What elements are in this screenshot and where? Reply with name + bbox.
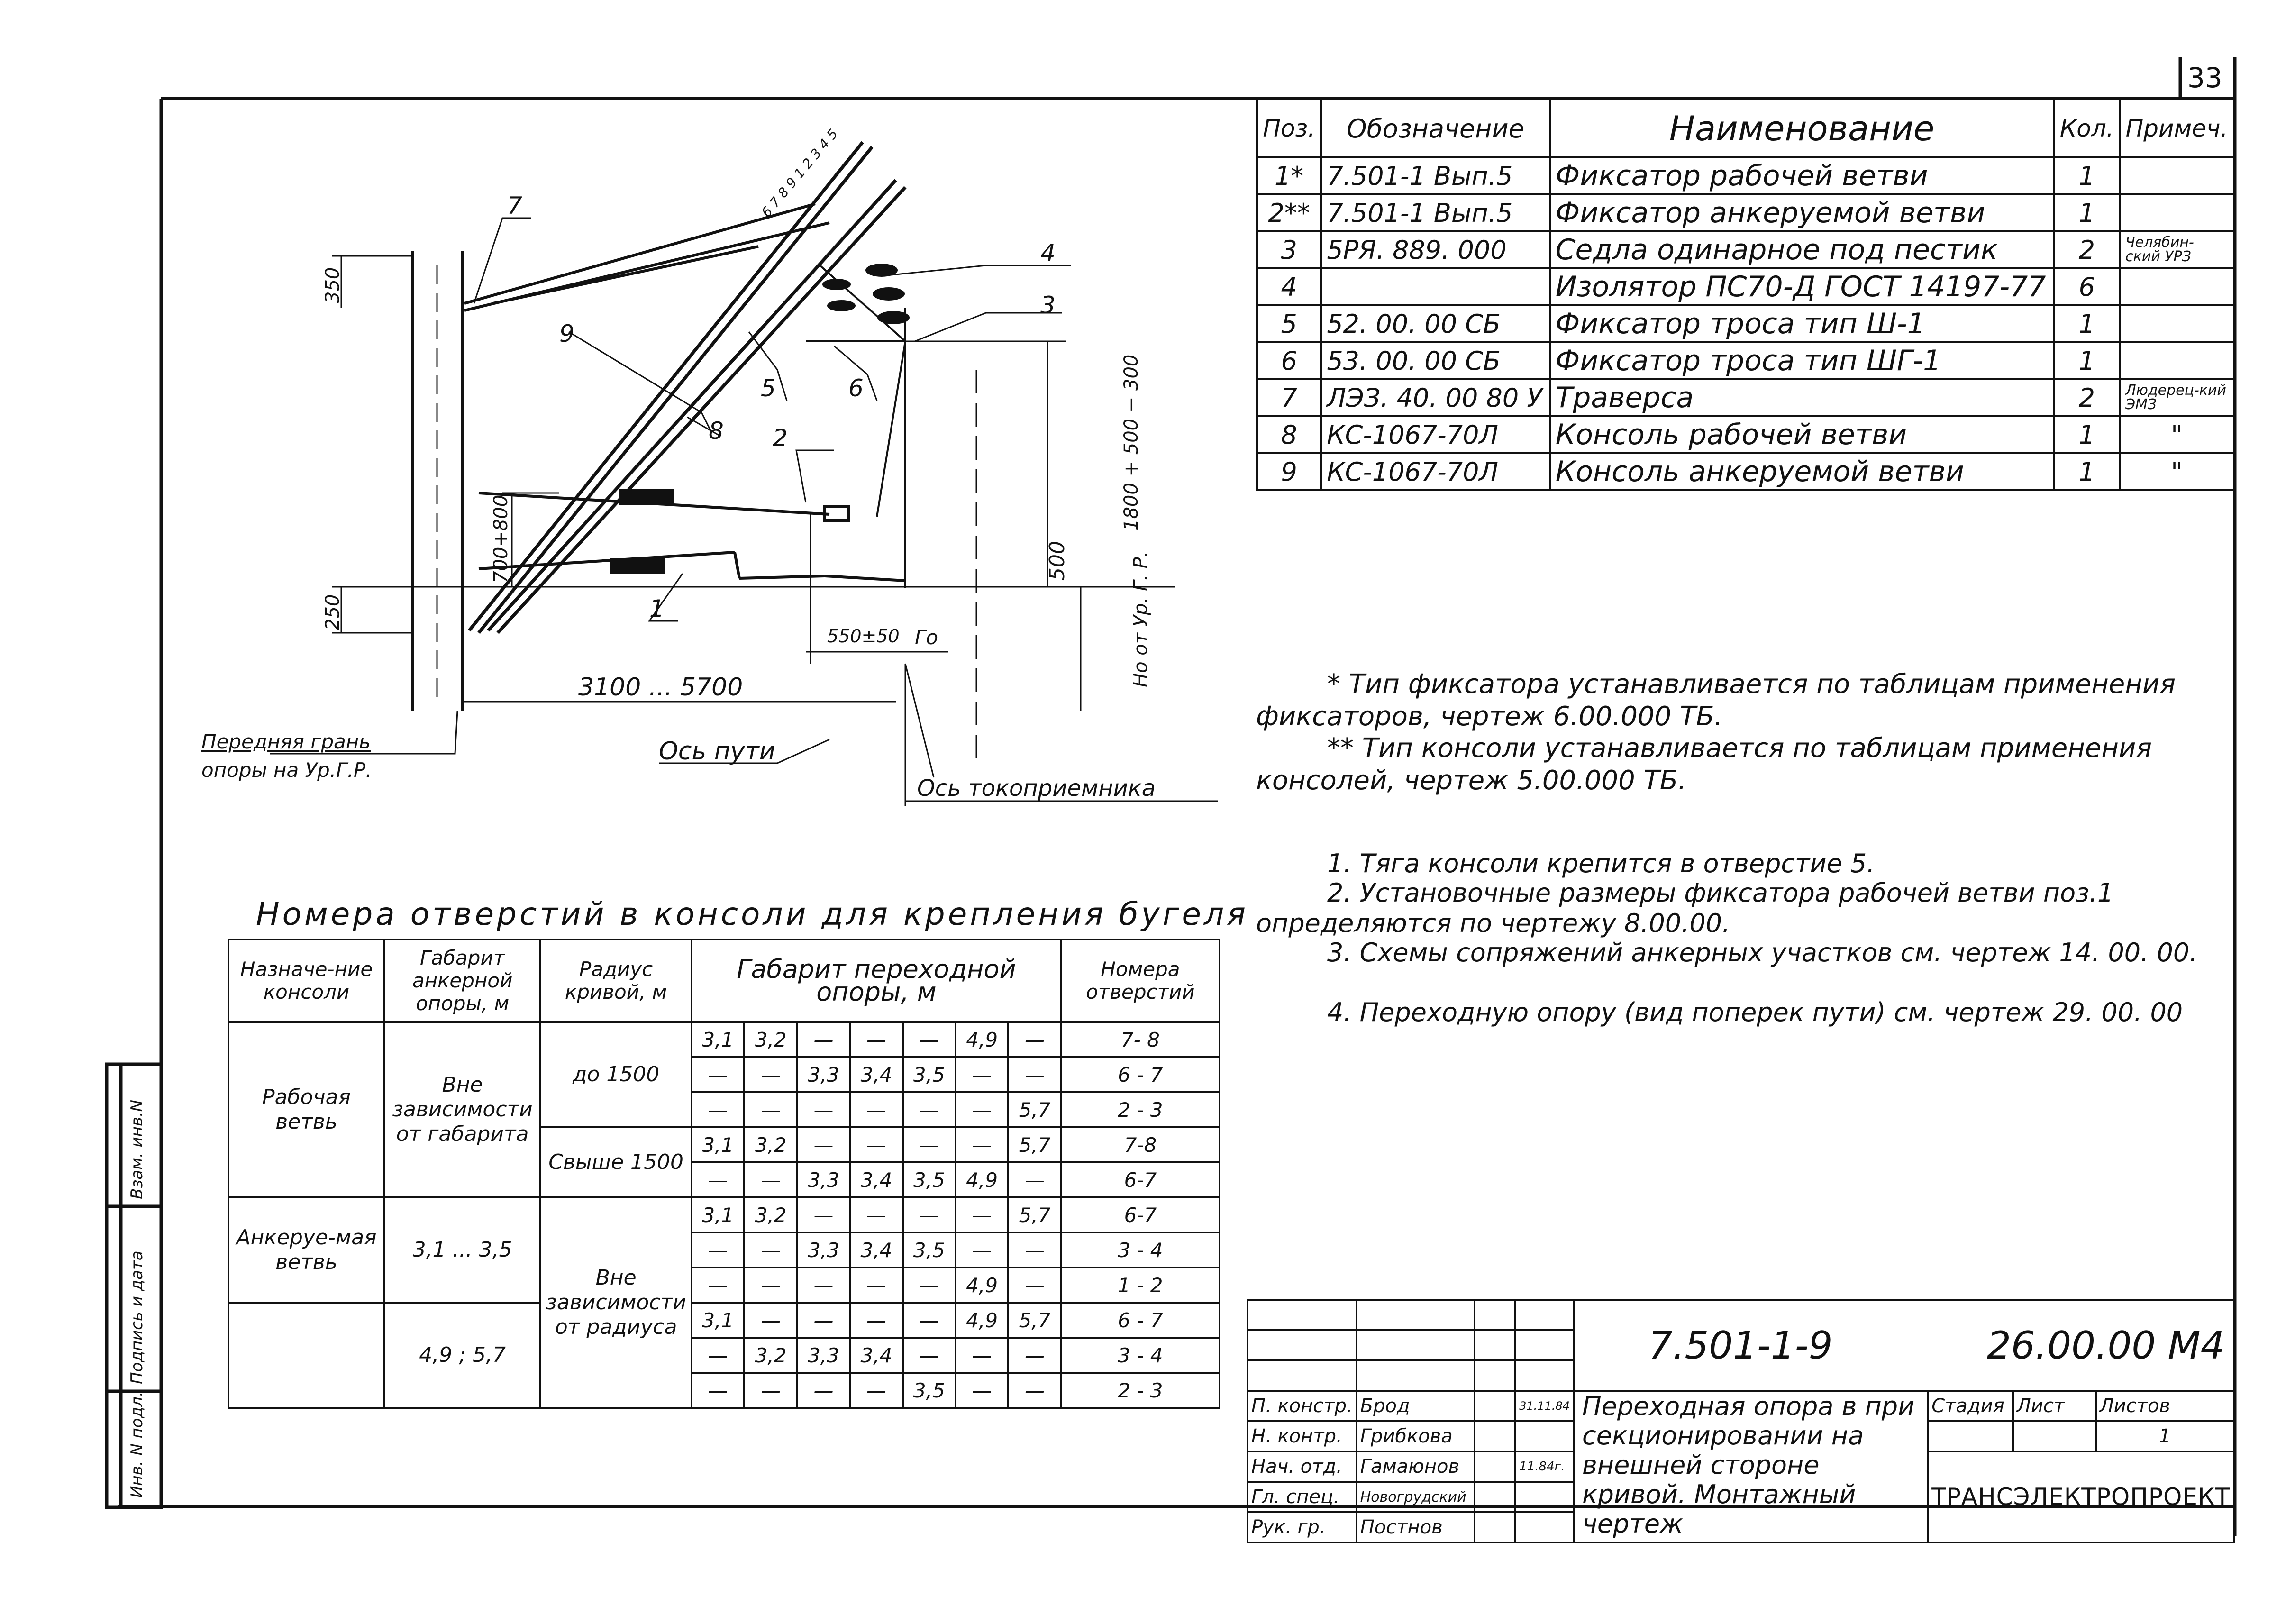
- transition-gauge-cell: —: [692, 1232, 744, 1268]
- holes-number: 2 - 3: [1061, 1092, 1220, 1127]
- transition-gauge-cell: —: [903, 1022, 956, 1057]
- spec-row: [1257, 157, 2234, 194]
- caption-pantograph-axis: Ось токоприемника: [917, 775, 1156, 802]
- transition-gauge-cell: 3,1: [692, 1022, 744, 1057]
- title-block-codes: [1574, 1300, 2234, 1391]
- spec-col-pos: Поз.: [1257, 100, 1321, 157]
- role-3: Гл. спец.: [1248, 1482, 1357, 1512]
- consoles-8-9: [469, 142, 905, 633]
- spec-row: [1257, 231, 2234, 268]
- spec-name: Консоль рабочей ветви: [1550, 416, 2054, 453]
- transition-gauge-cell: —: [903, 1127, 956, 1162]
- spec-qty: 1: [2054, 194, 2120, 231]
- side-stamp-texts: [128, 1100, 146, 1498]
- spec-qty: 2: [2054, 379, 2120, 416]
- organization: ТРАНСЭЛЕКТРОПРОЕКТ: [1928, 1451, 2234, 1542]
- holes-anchor-gauge: 3,1 ... 3,5: [384, 1197, 540, 1303]
- spec-note: ": [2120, 416, 2234, 453]
- transition-gauge-cell: —: [956, 1232, 1008, 1268]
- transition-gauge-cell: 3,4: [850, 1057, 902, 1092]
- page-number: 33: [2187, 62, 2222, 94]
- transition-gauge-cell: 3,1: [692, 1197, 744, 1232]
- role-2: Нач. отд.: [1248, 1451, 1357, 1482]
- spec-name: Консоль анкеруемой ветви: [1550, 453, 2054, 490]
- spec-pos: 6: [1257, 342, 1321, 379]
- transition-gauge-cell: 3,4: [850, 1162, 902, 1197]
- spec-note: Людерец-кий ЭМЗ: [2120, 379, 2234, 416]
- spec-qty: 1: [2054, 416, 2120, 453]
- spec-designation: 53. 00. 00 СБ: [1321, 342, 1549, 379]
- sheet-code: 26.00.00 М4: [1987, 1323, 2225, 1368]
- dim-550: 550±50: [827, 626, 900, 647]
- holes-row: [228, 1197, 1220, 1232]
- spec-designation: 52. 00. 00 СБ: [1321, 305, 1549, 342]
- date-2: 11.84г.: [1515, 1451, 1574, 1482]
- transition-gauge-cell: —: [797, 1092, 850, 1127]
- holes-number: 2 - 3: [1061, 1373, 1220, 1408]
- side-stamp-sign: Подпись и дата: [128, 1250, 146, 1384]
- label-2: 2: [773, 424, 788, 452]
- sheet-label: Лист: [2013, 1391, 2096, 1421]
- note-4: 4. Переходную опору (вид поперек пути) см. чертеж 29. 00. 00: [1327, 997, 2183, 1027]
- holes-number: 6-7: [1061, 1197, 1220, 1232]
- holes-number: 7-8: [1061, 1127, 1220, 1162]
- date-0: 31.11.84: [1515, 1391, 1574, 1421]
- traverse-7: [464, 204, 829, 310]
- transition-gauge-cell: —: [744, 1232, 797, 1268]
- transition-gauge-cell: —: [1008, 1162, 1061, 1197]
- dim-1800: 1800 + 500 − 300: [1120, 354, 1142, 531]
- transition-gauge-cell: 4,9: [956, 1162, 1008, 1197]
- transition-gauge-cell: —: [744, 1373, 797, 1408]
- transition-gauge-cell: —: [797, 1197, 850, 1232]
- transition-gauge-cell: 3,5: [903, 1162, 956, 1197]
- holes-number: 3 - 4: [1061, 1338, 1220, 1373]
- transition-gauge-cell: —: [850, 1022, 902, 1057]
- spec-row: [1257, 342, 2234, 379]
- holes-purpose: Анкеруе-мая ветвь: [228, 1197, 384, 1303]
- name-2: Гамаюнов: [1357, 1451, 1475, 1482]
- side-stamp-inv: Инв. N подл.: [128, 1391, 146, 1498]
- transition-gauge-cell: —: [903, 1303, 956, 1338]
- transition-gauge-cell: —: [903, 1197, 956, 1232]
- transition-gauge-cell: 3,2: [744, 1197, 797, 1232]
- transition-gauge-cell: —: [692, 1268, 744, 1303]
- spec-name: Фиксатор троса тип ШГ-1: [1550, 342, 2054, 379]
- dim-700: 700+800: [490, 494, 512, 583]
- transition-gauge-cell: —: [692, 1373, 744, 1408]
- spec-qty: 1: [2054, 305, 2120, 342]
- footnote-2: ** Тип консоли устанавливается по таблицам применения консолей, чертеж 5.00.000 ТБ.: [1256, 733, 2152, 796]
- transition-gauge-cell: 5,7: [1008, 1303, 1061, 1338]
- spec-name: Фиксатор анкеруемой ветви: [1550, 194, 2054, 231]
- dim-250: 250: [322, 594, 344, 630]
- label-5: 5: [761, 374, 776, 402]
- transition-gauge-cell: —: [850, 1373, 902, 1408]
- pole: [412, 251, 462, 711]
- transition-gauge-cell: 3,3: [797, 1338, 850, 1373]
- holes-col-anchor-gauge: Габарит анкерной опоры, м: [384, 940, 540, 1022]
- holes-col-holes: Номера отверстий: [1061, 940, 1220, 1022]
- spec-name: Фиксатор рабочей ветви: [1550, 157, 2054, 194]
- dim-h0: Но от Ур. Г. Р.: [1130, 551, 1152, 687]
- role-0: П. констр.: [1248, 1391, 1357, 1421]
- note-2: 2. Установочные размеры фиксатора рабочей ветви поз.1 определяются по чертежу 8.00.00.: [1256, 878, 2114, 938]
- drawing-title: Переходная опора в при секционировании на внешней стороне кривой. Монтажный чертеж: [1574, 1391, 1928, 1542]
- transition-gauge-cell: 3,1: [692, 1303, 744, 1338]
- transition-gauge-cell: —: [850, 1092, 902, 1127]
- holes-radius: Вне зависимости от радиуса: [540, 1197, 692, 1408]
- transition-gauge-cell: —: [903, 1338, 956, 1373]
- spec-qty: 1: [2054, 157, 2120, 194]
- transition-gauge-cell: —: [850, 1127, 902, 1162]
- label-4: 4: [1040, 239, 1056, 267]
- label-6: 6: [848, 374, 864, 402]
- footnote-1: * Тип фиксатора устанавливается по таблицам применения фиксаторов, чертеж 6.00.000 ТБ.: [1256, 669, 2176, 732]
- transition-gauge-cell: 4,9: [956, 1303, 1008, 1338]
- transition-gauge-cell: —: [797, 1127, 850, 1162]
- dim-500: 500: [1045, 541, 1069, 581]
- transition-gauge-cell: —: [797, 1022, 850, 1057]
- spec-name: Изолятор ПС70-Д ГОСТ 14197-77: [1550, 268, 2054, 305]
- transition-gauge-cell: —: [956, 1197, 1008, 1232]
- transition-gauge-cell: —: [956, 1092, 1008, 1127]
- transition-gauge-cell: —: [1008, 1373, 1061, 1408]
- spec-name: Траверса: [1550, 379, 2054, 416]
- transition-gauge-cell: —: [744, 1092, 797, 1127]
- transition-gauge-cell: —: [744, 1162, 797, 1197]
- transition-gauge-cell: 5,7: [1008, 1197, 1061, 1232]
- holes-col-transition-gauge: Габарит переходной опоры, м: [692, 940, 1061, 1022]
- transition-gauge-cell: —: [903, 1268, 956, 1303]
- caption-front-face-2: опоры на Ур.Г.Р.: [201, 758, 372, 782]
- transition-gauge-cell: —: [956, 1057, 1008, 1092]
- transition-gauge-cell: —: [1008, 1057, 1061, 1092]
- holes-number: 7- 8: [1061, 1022, 1220, 1057]
- transition-gauge-cell: 3,5: [903, 1232, 956, 1268]
- holes-anchor-gauge: Вне зависимости от габарита: [384, 1022, 540, 1197]
- label-3: 3: [1040, 292, 1056, 319]
- dim-g0: Го: [915, 626, 938, 649]
- spec-row: [1257, 194, 2234, 231]
- transition-gauge-cell: —: [744, 1057, 797, 1092]
- transition-gauge-cell: 3,2: [744, 1127, 797, 1162]
- spec-note: [2120, 305, 2234, 342]
- side-stamp-replace: Взам. инв.N: [128, 1099, 146, 1199]
- holes-purpose-empty: [228, 1303, 384, 1408]
- transition-gauge-cell: —: [692, 1057, 744, 1092]
- spec-pos: 5: [1257, 305, 1321, 342]
- note-3: 3. Схемы сопряжений анкерных участков см. чертеж 14. 00. 00.: [1327, 938, 2198, 967]
- transition-gauge-cell: 3,4: [850, 1338, 902, 1373]
- holes-number: 6 - 7: [1061, 1303, 1220, 1338]
- sheets-value: 1: [2096, 1421, 2234, 1451]
- transition-gauge-cell: —: [956, 1338, 1008, 1373]
- spec-note: [2120, 342, 2234, 379]
- spec-designation: 7.501-1 Вып.5: [1321, 194, 1549, 231]
- transition-gauge-cell: —: [744, 1303, 797, 1338]
- spec-qty: 2: [2054, 231, 2120, 268]
- transition-gauge-cell: 3,5: [903, 1373, 956, 1408]
- label-1: 1: [649, 595, 665, 622]
- transition-gauge-cell: —: [692, 1338, 744, 1373]
- holes-number: 3 - 4: [1061, 1232, 1220, 1268]
- caption-track-axis: Ось пути: [659, 737, 775, 766]
- transition-gauge-cell: 4,9: [956, 1268, 1008, 1303]
- transition-gauge-cell: —: [1008, 1338, 1061, 1373]
- spec-header-row: [1257, 100, 2234, 157]
- transition-gauge-cell: —: [903, 1092, 956, 1127]
- wire-marks: 6 7 8 9 1 2 3 4 5: [758, 126, 841, 220]
- transition-gauge-cell: 3,3: [797, 1162, 850, 1197]
- transition-gauge-cell: 3,2: [744, 1022, 797, 1057]
- spec-designation: ЛЭЗ. 40. 00 80 У: [1321, 379, 1549, 416]
- transition-gauge-cell: 3,2: [744, 1338, 797, 1373]
- spec-note: ": [2120, 453, 2234, 490]
- transition-gauge-cell: —: [850, 1197, 902, 1232]
- dim-span: 3100 ... 5700: [578, 673, 743, 702]
- spec-qty: 1: [2054, 453, 2120, 490]
- caption-front-face: Передняя грань: [201, 730, 371, 753]
- transition-gauge-cell: 3,3: [797, 1232, 850, 1268]
- transition-gauge-cell: 3,5: [903, 1057, 956, 1092]
- transition-gauge-cell: 3,4: [850, 1232, 902, 1268]
- spec-row: [1257, 416, 2234, 453]
- transition-gauge-cell: —: [797, 1373, 850, 1408]
- label-9: 9: [559, 320, 574, 347]
- transition-gauge-cell: —: [956, 1127, 1008, 1162]
- dim-350: 350: [322, 267, 344, 303]
- holes-row: [228, 1022, 1220, 1057]
- code: 7.501-1-9: [1648, 1323, 1833, 1368]
- spec-row: [1257, 268, 2234, 305]
- holes-number: 1 - 2: [1061, 1268, 1220, 1303]
- spec-pos: 2**: [1257, 194, 1321, 231]
- spec-note: [2120, 194, 2234, 231]
- transition-gauge-cell: 3,3: [797, 1057, 850, 1092]
- spec-row: [1257, 305, 2234, 342]
- transition-gauge-cell: —: [1008, 1268, 1061, 1303]
- transition-gauge-cell: 3,1: [692, 1127, 744, 1162]
- holes-table: [228, 939, 1220, 1409]
- transition-gauge-cell: 4,9: [956, 1022, 1008, 1057]
- spec-pos: 1*: [1257, 157, 1321, 194]
- transition-gauge-cell: —: [797, 1303, 850, 1338]
- sheets-label: Листов: [2096, 1391, 2234, 1421]
- spec-pos: 9: [1257, 453, 1321, 490]
- spec-note: Челябин-ский УРЗ: [2120, 231, 2234, 268]
- spec-row: [1257, 379, 2234, 416]
- spec-qty: 1: [2054, 342, 2120, 379]
- spec-designation: 7.501-1 Вып.5: [1321, 157, 1549, 194]
- spec-note: [2120, 268, 2234, 305]
- transition-gauge-cell: 5,7: [1008, 1092, 1061, 1127]
- spec-pos: 3: [1257, 231, 1321, 268]
- spec-designation: [1321, 268, 1549, 305]
- spec-pos: 7: [1257, 379, 1321, 416]
- label-8: 8: [709, 417, 724, 445]
- label-7: 7: [507, 192, 522, 219]
- stage-label: Стадия: [1928, 1391, 2013, 1421]
- spec-designation: 5РЯ. 889. 000: [1321, 231, 1549, 268]
- transition-gauge-cell: —: [692, 1092, 744, 1127]
- name-1: Грибкова: [1357, 1421, 1475, 1451]
- name-3: Новогрудский: [1357, 1482, 1475, 1512]
- transition-gauge-cell: —: [850, 1303, 902, 1338]
- spec-qty: 6: [2054, 268, 2120, 305]
- spec-col-designation: Обозначение: [1321, 100, 1549, 157]
- holes-col-purpose: Назначе-ние консоли: [228, 940, 384, 1022]
- spec-pos: 8: [1257, 416, 1321, 453]
- holes-col-radius: Радиус кривой, м: [540, 940, 692, 1022]
- spec-row: [1257, 453, 2234, 490]
- holes-anchor-gauge: 4,9 ; 5,7: [384, 1303, 540, 1408]
- spec-col-note: Примеч.: [2120, 100, 2234, 157]
- holes-table-title: Номера отверстий в консоли для крепления бугеля: [256, 896, 1248, 932]
- insulators-4: [822, 264, 910, 324]
- transition-gauge-cell: 5,7: [1008, 1127, 1061, 1162]
- transition-gauge-cell: —: [744, 1268, 797, 1303]
- spec-name: Фиксатор троса тип Ш-1: [1550, 305, 2054, 342]
- fixator-1: [479, 552, 905, 581]
- date-1: [1515, 1421, 1574, 1451]
- spec-designation: КС-1067-70Л: [1321, 453, 1549, 490]
- fixator-2: [479, 491, 848, 520]
- role-4: Рук. гр.: [1248, 1512, 1357, 1542]
- name-0: Брод: [1357, 1391, 1475, 1421]
- transition-gauge-cell: —: [797, 1268, 850, 1303]
- holes-radius: до 1500: [540, 1022, 692, 1127]
- spec-note: [2120, 157, 2234, 194]
- name-4: Постнов: [1357, 1512, 1475, 1542]
- holes-purpose: Рабочая ветвь: [228, 1022, 384, 1197]
- holes-number: 6 - 7: [1061, 1057, 1220, 1092]
- title-block: [1247, 1299, 2235, 1543]
- holes-number: 6-7: [1061, 1162, 1220, 1197]
- transition-gauge-cell: —: [1008, 1232, 1061, 1268]
- note-1: 1. Тяга консоли крепится в отверстие 5.: [1327, 848, 1875, 878]
- spec-col-name: Наименование: [1550, 100, 2054, 157]
- transition-gauge-cell: —: [956, 1373, 1008, 1408]
- holes-radius: Свыше 1500: [540, 1127, 692, 1197]
- holes-row: [228, 1303, 1220, 1338]
- spec-col-qty: Кол.: [2054, 100, 2120, 157]
- spec-name: Седла одинарное под пестик: [1550, 231, 2054, 268]
- spec-designation: КС-1067-70Л: [1321, 416, 1549, 453]
- transition-gauge-cell: —: [850, 1268, 902, 1303]
- spec-table: [1256, 99, 2235, 491]
- spec-pos: 4: [1257, 268, 1321, 305]
- transition-gauge-cell: —: [1008, 1022, 1061, 1057]
- transition-gauge-cell: —: [692, 1162, 744, 1197]
- sign-0: [1475, 1391, 1515, 1421]
- role-1: Н. контр.: [1248, 1421, 1357, 1451]
